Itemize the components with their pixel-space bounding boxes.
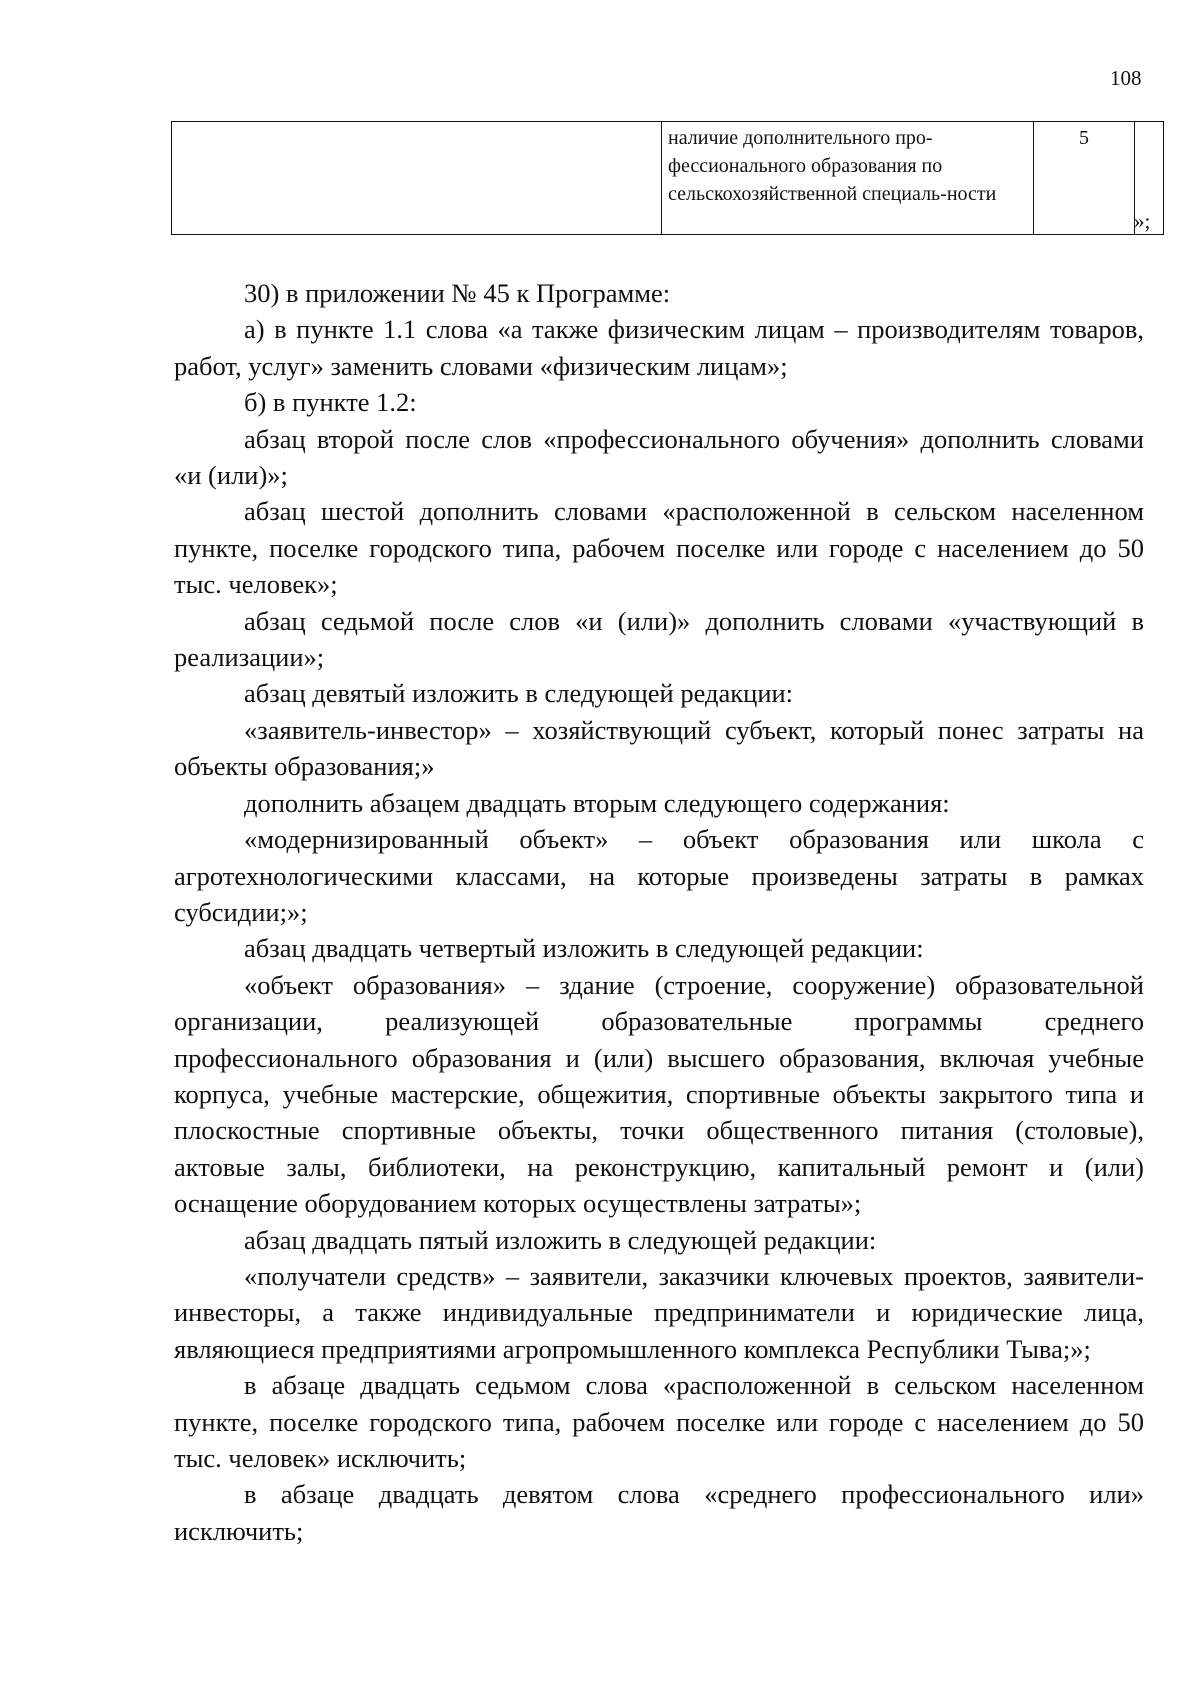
- criteria-table-continuation: [171, 121, 1164, 235]
- table-cell-empty: [172, 122, 662, 235]
- paragraph: абзац двадцать пятый изложить в следующей редакции:: [244, 1224, 877, 1255]
- table-closing-quote: »;: [1134, 209, 1151, 233]
- paragraph: абзац девятый изложить в следующей редакции:: [244, 678, 794, 709]
- paragraph: абзац двадцать четвертый изложить в следующей редакции:: [244, 933, 924, 964]
- paragraph: в абзаце двадцать девятом слова «среднего профессионального или» исключить;: [174, 1479, 1144, 1546]
- paragraph: а) в пункте 1.1 слова «а также физическим лицам – производителям товаров, работ, услуг» заменить словами «физическим лицам»;: [174, 314, 1144, 381]
- paragraph: «получатели средств» – заявители, заказчики ключевых проектов, заявители-инвесторы, а также индивидуальные предприниматели и юридические лица, являющиеся предприятиями агропромышленного комплекса Республики Тыва;»;: [174, 1260, 1144, 1364]
- paragraph: абзац седьмой после слов «и (или)» дополнить словами «участвующий в реализации»;: [174, 605, 1144, 673]
- paragraph: «заявитель-инвестор» – хозяйствующий субъект, который понес затраты на объекты образования;»: [174, 714, 1144, 782]
- table-cell-score: 5: [1034, 122, 1135, 235]
- paragraph: б) в пункте 1.2:: [244, 387, 417, 418]
- table-cell-criterion: наличие дополнительного про-фессионального образования по сельскохозяйственной специаль-ности: [662, 122, 1034, 235]
- paragraph: 30) в приложении № 45 к Программе:: [244, 278, 671, 308]
- paragraph: «объект образования» – здание (строение, сооружение) образовательной организации, реализующей образовательные программы среднего профессионального образования и (или) высшего образования, включая учебные корпуса, учебные мастерские, общежития, спортивные объекты закрытого типа и плоскостные спортивные объекты, точки общественного питания (столовые), актовые залы, библиотеки, на реконструкцию, капитальный ремонт и (или) оснащение оборудованием которых осуществлены затраты»;: [174, 969, 1144, 1219]
- document-body: [174, 275, 1144, 1549]
- paragraph: в абзаце двадцать седьмом слова «расположенной в сельском населенном пункте, поселке городского типа, рабочем поселке или городе с населением до 50 тыс. человек» исключить;: [174, 1370, 1144, 1473]
- page-number: 108: [1110, 66, 1142, 90]
- paragraph: «модернизированный объект» – объект образования или школа с агротехнологическими классами, на которые произведены затраты в рамках субсидии;»;: [174, 824, 1144, 927]
- paragraph: абзац шестой дополнить словами «расположенной в сельском населенном пункте, поселке городского типа, рабочем поселке или городе с населением до 50 тыс. человек»;: [174, 496, 1144, 600]
- table-row: [172, 122, 1164, 235]
- paragraph: дополнить абзацем двадцать вторым следующего содержания:: [244, 787, 950, 818]
- paragraph: абзац второй после слов «профессионального обучения» дополнить словами «и (или)»;: [174, 423, 1144, 491]
